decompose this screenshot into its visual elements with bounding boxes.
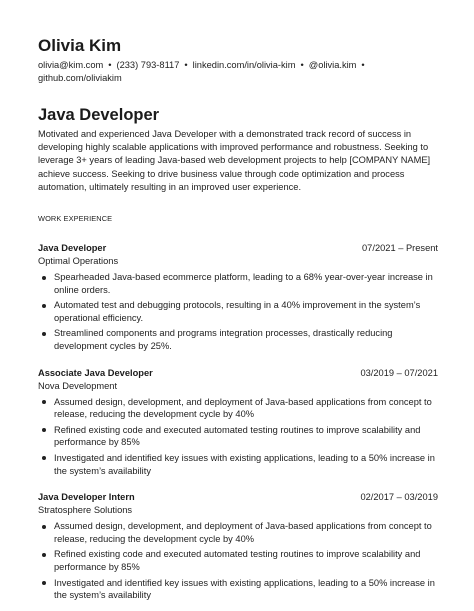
bullet-icon (42, 525, 46, 529)
job-title: Java Developer Intern (38, 492, 135, 503)
job-entry (38, 242, 438, 353)
bullet-text: Spearheaded Java-based ecommerce platform, leading to a 68% year-over-year increase in online orders. (54, 272, 433, 295)
bullet-item (38, 299, 438, 324)
resume-page (38, 36, 438, 605)
job-bullets (38, 520, 438, 602)
bullet-item (38, 424, 438, 449)
bullet-item (38, 520, 438, 545)
job-header (38, 367, 438, 380)
bullet-icon (42, 428, 46, 432)
job-company: Optimal Operations (38, 256, 119, 267)
bullet-text: Investigated and identified key issues with existing applications, leading to a 50% increase in the system’s availability (54, 452, 435, 476)
bullet-text: Assumed design, development, and deployment of Java-based applications from concept to release, reducing the development cycle by 40% (54, 521, 432, 544)
resume-headline: Java Developer (38, 106, 160, 124)
bullet-text: Assumed design, development, and deployment of Java-based applications from concept to release, reducing the development cycle by 40% (54, 396, 432, 420)
contact-github[interactable]: github.com/oliviakim (38, 73, 122, 83)
job-title: Java Developer (38, 243, 107, 254)
bullet-text: Investigated and identified key issues with existing applications, leading to a 50% increase in the system’s availability (54, 577, 435, 601)
contact-separator: • (184, 60, 188, 70)
job-entry (38, 367, 438, 478)
contact-line (38, 59, 438, 85)
bullet-text: Automated test and debugging protocols, resulting in a 40% improvement in the system’s operational efficiency. (54, 300, 421, 323)
job-dates: 02/2017 – 03/2019 (360, 492, 438, 503)
bullet-item (38, 577, 438, 602)
bullet-icon (42, 332, 46, 336)
contact-separator: • (361, 60, 365, 70)
bullet-item (38, 271, 438, 296)
contact-handle[interactable]: @olivia.kim (308, 60, 357, 70)
bullet-text: Refined existing code and executed automated testing routines to improve scalability and performance by 85% (54, 549, 421, 572)
candidate-name: Olivia Kim (38, 36, 122, 55)
summary-paragraph: Motivated and experienced Java Developer with a demonstrated track record of success in developing highly scalable applications with improved performance and robustness. Seeking to leverage 3+ years of leading Java-based web development projects to help [COMPANY NAME] achieve success. Seeking to drive business value through code optimization and process automation, ultimately resulting in an improved user experience. (38, 129, 431, 192)
bullet-icon (42, 400, 46, 404)
job-bullets (38, 396, 438, 478)
bullet-icon (42, 553, 46, 557)
job-company: Nova Development (38, 380, 118, 391)
job-bullets (38, 271, 438, 353)
job-entry (38, 491, 438, 602)
bullet-icon (42, 581, 46, 585)
job-header (38, 242, 438, 255)
bullet-icon (42, 456, 46, 460)
bullet-icon (42, 276, 46, 280)
bullet-text: Streamlined components and programs integration processes, drastically reducing development cycles by 25%. (54, 328, 393, 351)
bullet-item (38, 452, 438, 477)
contact-phone[interactable]: (233) 793-8117 (116, 60, 180, 70)
job-company: Stratosphere Solutions (38, 505, 133, 516)
job-title: Associate Java Developer (38, 367, 153, 378)
bullet-text: Refined existing code and executed automated testing routines to improve scalability and performance by 85% (54, 424, 421, 448)
bullet-item (38, 548, 438, 573)
contact-email[interactable]: olivia@kim.com (38, 60, 104, 70)
contact-linkedin[interactable]: linkedin.com/in/olivia-kim (192, 60, 296, 70)
contact-separator: • (108, 60, 112, 70)
bullet-item (38, 396, 438, 421)
bullet-item (38, 327, 438, 352)
contact-separator: • (300, 60, 304, 70)
section-title-work-experience: WORK EXPERIENCE (38, 214, 113, 224)
job-header (38, 491, 438, 504)
bullet-icon (42, 304, 46, 308)
job-dates: 03/2019 – 07/2021 (360, 367, 438, 378)
job-dates: 07/2021 – Present (362, 243, 438, 254)
